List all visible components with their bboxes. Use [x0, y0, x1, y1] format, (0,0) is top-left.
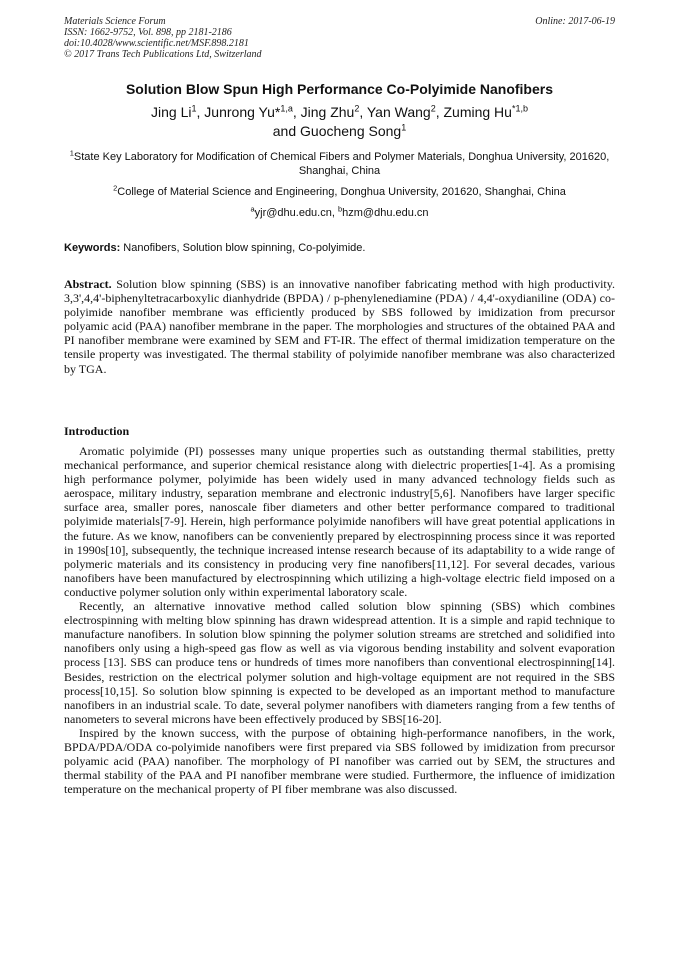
author-affiliation-mark: 1,a: [280, 103, 293, 114]
journal-doi[interactable]: doi:10.4028/www.scientific.net/MSF.898.2181: [64, 38, 249, 49]
abstract-text: Solution blow spinning (SBS) is an innovative nanofiber fabricating method with high productivity. 3,3',4,4'-biphenyltetracarboxylic dianhydride (BPDA) / p-phenylenediamine (PDA) / 4,4'-oxydianiline (ODA) co-polyimide nanofiber membrane was efficiently produced by SBS followed by imidization from precursor polyamic acid (PAA) nanofiber membrane in the paper. The morphologies and structures of the obtained PAA and PI nanofiber membrane were examined by SEM and FT-IR. The effect of thermal imidization temperature on the tensile property was investigated. The thermal stability of polyimide nanofiber membrane was also characterized by TGA.: [64, 277, 615, 376]
affiliation-1: [64, 150, 615, 178]
author-emails: [64, 206, 615, 220]
journal-name: Materials Science Forum: [64, 16, 166, 27]
journal-header: [64, 16, 615, 60]
email-link[interactable]: hzm@dhu.edu.cn: [342, 207, 429, 219]
paper-title: Solution Blow Spun High Performance Co-Polyimide Nanofibers: [125, 81, 554, 97]
email-mark: b: [337, 204, 343, 214]
author-name: , Jing Zhu: [292, 104, 355, 120]
author-name: , Yan Wang: [359, 104, 431, 120]
keywords: [64, 241, 615, 255]
author-name: , Zuming Hu: [435, 104, 512, 120]
author-affiliation-mark: *1,b: [511, 103, 528, 114]
keywords-label: Keywords:: [64, 242, 121, 254]
section-heading-introduction: Introduction: [64, 424, 130, 438]
author-name: and Guocheng Song: [272, 123, 402, 139]
affiliation-mark: 2: [113, 183, 118, 193]
keywords-text: Nanofibers, Solution blow spinning, Co-polyimide.: [120, 242, 366, 254]
author-list: [64, 103, 615, 141]
introduction-body: [64, 444, 615, 796]
affiliation-mark: 1: [69, 148, 74, 158]
paragraph: Inspired by the known success, with the purpose of obtaining high-performance nanofibers, in the work, BPDA/PDA/ODA co-polyimide nanofibers were first prepared via SBS followed by imidization from precursor polyamic acid (PAA) nanofiber. The morphology of PI nanofiber was carried out by SEM, the structures and thermal stability of the PAA and PI nanofiber membrane were studied. Furthermore, the influence of imidization temperature on the mechanical property of PI fiber membrane was also discussed.: [64, 725, 615, 797]
affiliation-2: [64, 185, 615, 199]
author-affiliation-mark: 1: [401, 122, 407, 133]
author-name: , Junrong Yu*: [196, 104, 281, 120]
paragraph: Recently, an alternative innovative method called solution blow spinning (SBS) which combines electrospinning with melting blow spinning has drawn widespread attention. It is a simple and rapid technique to manufacture nanofibers. In solution blow spinning the polymer solution streams are stretched and solidified into nanofibers only using a high-speed gas flow as well as via vigorous bending instability and solvent evaporation process [13]. SBS can produce tens or hundreds of times more nanofibers than conventional electrospinning[14]. Besides, restriction on the electrical polymer solution and high-voltage equipment are not required in the SBS process[10,15]. So solution blow spinning is expected to be developed as an important method to manufacture nanofibers in an industrial scale. To date, several polymer nanofibers with diameters ranging from a few tenths of nanometers to several microns have been effectively produced by SBS[16-20].: [64, 599, 615, 726]
affiliation-text: College of Material Science and Engineering, Donghua University, 201620, Shanghai, China: [117, 186, 566, 198]
journal-copyright: © 2017 Trans Tech Publications Ltd, Switzerland: [64, 49, 262, 60]
paragraph: Aromatic polyimide (PI) possesses many unique properties such as outstanding thermal stabilities, pretty mechanical performance, and superior chemical resistance along with dielectric properties[1-4]. As a promising high performance polymer, polyimide has been widely used in many advanced technology fields such as aerospace, military industry, separation membrane and electronic industry[5,6]. Nanofibers have larger specific surface area, smaller pores, nanoscale fiber diameters and other better performance compared to traditional polyimide materials[7-9]. Herein, high performance polyimide nanofibers will have great potential applications in the future. As we know, nanofibers can be conveniently prepared by electrospinning process since it was reported in 1990s[10], subsequently, the technique increased intense research because of its adaptability to a wide range of polymeric materials and its consistency in producing very fine nanofibers[11,12]. For several decades, various nanofibers have been manufactured by electrospinning which utilizing a high-voltage electric field imposed on a conductive polymer solution only within experimental laboratory scale.: [64, 444, 615, 599]
online-date: Online: 2017-06-19: [535, 16, 615, 27]
email-link[interactable]: yjr@dhu.edu.cn,: [254, 207, 338, 219]
author-affiliation-mark: 2: [430, 103, 436, 114]
author-name: Jing Li: [151, 104, 192, 120]
journal-issn: ISSN: 1662-9752, Vol. 898, pp 2181-2186: [64, 27, 232, 38]
abstract: [64, 277, 615, 376]
email-mark: a: [250, 204, 255, 214]
affiliation-text: State Key Laboratory for Modification of Chemical Fibers and Polymer Materials, Donghua University, 201620, Shanghai, China: [73, 151, 610, 177]
abstract-label: Abstract.: [64, 277, 112, 291]
author-affiliation-mark: 2: [354, 103, 360, 114]
author-affiliation-mark: 1: [191, 103, 197, 114]
